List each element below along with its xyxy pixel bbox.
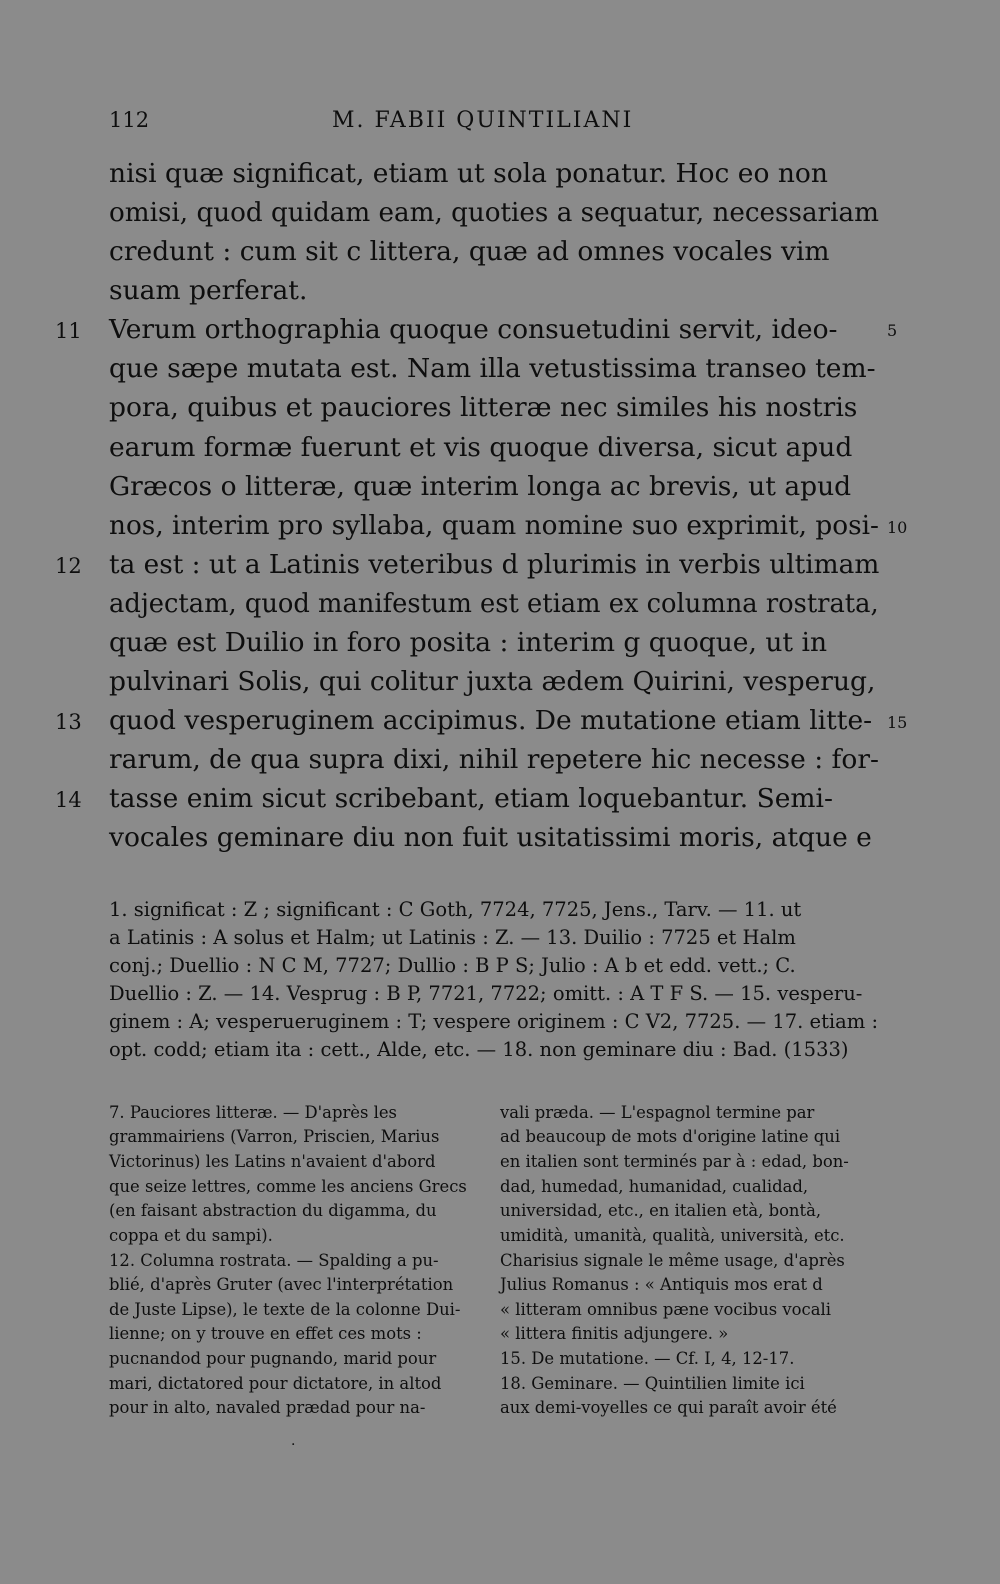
section-number: 12 xyxy=(55,554,82,578)
note-line: universidad, etc., en italien età, bontà, xyxy=(500,1201,822,1220)
note-line: « littera finitis adjungere. » xyxy=(500,1324,729,1343)
note-line: pour in alto, navaled prædad pour na- xyxy=(109,1398,426,1417)
stray-mark: · xyxy=(291,1437,296,1453)
section-number: 11 xyxy=(55,319,82,343)
line-number: 15 xyxy=(887,713,908,732)
section-number: 13 xyxy=(55,710,82,734)
line-number: 10 xyxy=(887,518,908,537)
text-line: earum formæ fuerunt et vis quoque diversa, sicut apud xyxy=(109,432,853,463)
note-line: vali præda. — L'espagnol termine par xyxy=(500,1103,815,1122)
page-number: 112 xyxy=(109,108,150,132)
variant-line: ginem : A; vesperueruginem : T; vespere originem : C V2, 7725. — 17. etiam : xyxy=(109,1010,879,1033)
text-line: nos, interim pro syllaba, quam nomine suo exprimit, posi- xyxy=(109,510,879,541)
text-line: pulvinari Solis, qui colitur juxta ædem Quirini, vesperug, xyxy=(109,666,876,697)
note-line: Victorinus) les Latins n'avaient d'abord xyxy=(109,1152,436,1171)
text-line: vocales geminare diu non fuit usitatissimi moris, atque e xyxy=(109,822,872,853)
note-line: blié, d'après Gruter (avec l'interprétation xyxy=(109,1275,454,1294)
variant-line: a Latinis : A solus et Halm; ut Latinis : Z. — 13. Duilio : 7725 et Halm xyxy=(109,926,796,949)
text-line: omisi, quod quidam eam, quoties a sequatur, necessariam xyxy=(109,197,879,228)
note-line: (en faisant abstraction du digamma, du xyxy=(109,1201,437,1220)
text-line: Verum orthographia quoque consuetudini servit, ideo- xyxy=(109,314,838,345)
note-line: « litteram omnibus pæne vocibus vocali xyxy=(500,1300,831,1319)
text-line: credunt : cum sit c littera, quæ ad omnes vocales vim xyxy=(109,236,830,267)
text-line: tasse enim sicut scribebant, etiam loquebantur. Semi- xyxy=(109,783,833,814)
note-line: aux demi-voyelles ce qui paraît avoir été xyxy=(500,1398,837,1417)
running-title: M. FABII QUINTILIANI xyxy=(332,108,634,133)
note-line: Julius Romanus : « Antiquis mos erat d xyxy=(500,1275,823,1294)
note-line: en italien sont terminés par à : edad, bon- xyxy=(500,1152,849,1171)
variant-line: 1. significat : Z ; significant : C Goth, 7724, 7725, Jens., Tarv. — 11. ut xyxy=(109,898,802,921)
variant-line: opt. codd; etiam ita : cett., Alde, etc. — 18. non geminare diu : Bad. (1533) xyxy=(109,1038,849,1061)
text-line: quæ est Duilio in foro posita : interim g quoque, ut in xyxy=(109,627,828,658)
note-line: de Juste Lipse), le texte de la colonne Dui- xyxy=(109,1300,461,1319)
note-line: mari, dictatored pour dictatore, in altod xyxy=(109,1374,442,1393)
note-line: que seize lettres, comme les anciens Grecs xyxy=(109,1177,467,1196)
text-line: ta est : ut a Latinis veteribus d plurimis in verbis ultimam xyxy=(109,549,880,580)
text-line: nisi quæ significat, etiam ut sola ponatur. Hoc eo non xyxy=(109,158,828,189)
text-line: Græcos o litteræ, quæ interim longa ac brevis, ut apud xyxy=(109,471,852,502)
text-line: quod vesperuginem accipimus. De mutatione etiam litte- xyxy=(109,705,873,736)
note-line: 12. Columna rostrata. — Spalding a pu- xyxy=(109,1251,439,1270)
note-line: ad beaucoup de mots d'origine latine qui xyxy=(500,1127,841,1146)
variant-line: conj.; Duellio : N C M, 7727; Dullio : B P S; Julio : A b et edd. vett.; C. xyxy=(109,954,796,977)
section-number: 14 xyxy=(55,788,82,812)
note-line: lienne; on y trouve en effet ces mots : xyxy=(109,1324,422,1343)
note-line: 18. Geminare. — Quintilien limite ici xyxy=(500,1374,805,1393)
text-line: adjectam, quod manifestum est etiam ex columna rostrata, xyxy=(109,588,879,619)
note-line: coppa et du sampi). xyxy=(109,1226,273,1245)
text-line: pora, quibus et pauciores litteræ nec similes his nostris xyxy=(109,392,858,423)
text-line: suam perferat. xyxy=(109,275,308,306)
variant-line: Duellio : Z. — 14. Vesprug : B P, 7721, 7722; omitt. : A T F S. — 15. vesperu- xyxy=(109,982,863,1005)
note-line: dad, humedad, humanidad, cualidad, xyxy=(500,1177,809,1196)
text-line: rarum, de qua supra dixi, nihil repetere hic necesse : for- xyxy=(109,744,879,775)
note-line: 7. Pauciores litteræ. — D'après les xyxy=(109,1103,397,1122)
text-line: que sæpe mutata est. Nam illa vetustissima transeo tem- xyxy=(109,353,876,384)
line-number: 5 xyxy=(887,321,898,340)
note-line: pucnandod pour pugnando, marid pour xyxy=(109,1349,437,1368)
note-line: Charisius signale le même usage, d'après xyxy=(500,1251,845,1270)
note-line: 15. De mutatione. — Cf. I, 4, 12-17. xyxy=(500,1349,795,1368)
note-line: umidità, umanità, qualità, università, etc. xyxy=(500,1226,845,1245)
note-line: grammairiens (Varron, Priscien, Marius xyxy=(109,1127,440,1146)
